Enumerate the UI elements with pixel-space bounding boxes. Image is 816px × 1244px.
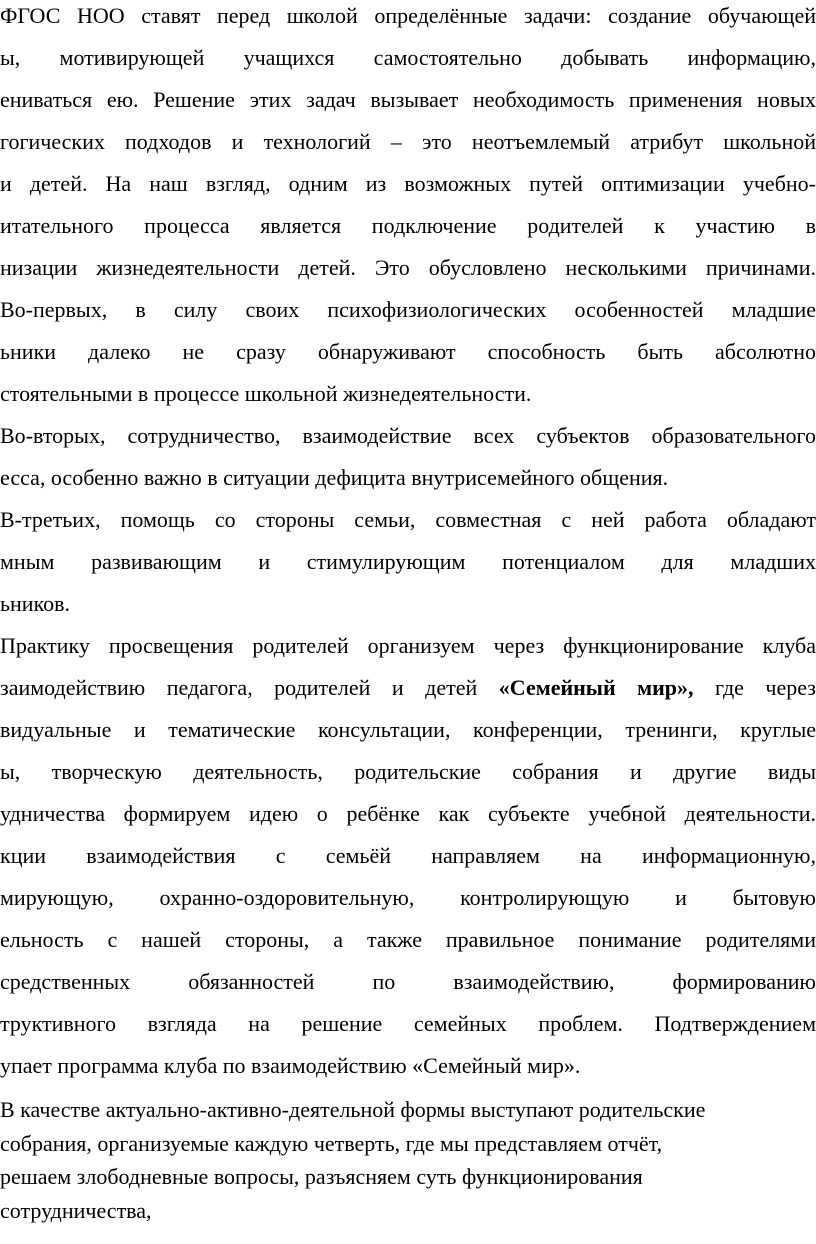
text-line: Во-вторых, сотрудничество, взаимодействие всех субъектов образовательного — [0, 423, 816, 448]
text-line: и детей. На наш взгляд, одним из возможных путей оптимизации учебно- — [0, 171, 816, 196]
paragraph — [0, 415, 816, 499]
text-line: кции взаимодействия с семьёй направляем на информационную, — [0, 843, 816, 868]
text-line: ельность с нашей стороны, а также правильное понимание родителями — [0, 927, 816, 952]
text-line: сотрудничества, — [0, 1197, 152, 1223]
text-line: итательного процесса является подключение родителей к участию в — [0, 213, 816, 238]
text-line: видуальные и тематические консультации, конференции, тренинги, круглые — [0, 717, 816, 742]
text-line: гогических подходов и технологий – это неотъемлемый атрибут школьной — [0, 129, 816, 154]
text-line: упает программа клуба по взаимодействию «Семейный мир». — [0, 1053, 581, 1078]
text-line: ениваться ею. Решение этих задач вызывает необходимость применения новых — [0, 87, 816, 112]
text-line: Практику просвещения родителей организуем через функционирование клуба — [0, 633, 816, 658]
text-line: ФГОС НОО ставят перед школой определённые задачи: создание обучающей — [0, 3, 816, 28]
text-line — [0, 667, 816, 709]
text-line: В качестве актуально-активно-деятельной формы выступают родительские — [0, 1097, 706, 1122]
paragraph — [0, 499, 816, 625]
text-line: удничества формируем идею о ребёнке как субъекте учебной деятельности. — [0, 801, 816, 826]
text-line: ьники далеко не сразу обнаруживают способность быть абсолютно — [0, 339, 816, 364]
text-line: мирующую, охранно-оздоровительную, контролирующую и бытовую — [0, 885, 816, 910]
paragraph — [0, 625, 816, 1087]
text-line: труктивного взгляда на решение семейных проблем. Подтверждением — [0, 1011, 816, 1036]
text-segment: где через — [693, 675, 816, 700]
text-line: решаем злободневные вопросы, разъясняем суть функционирования — [0, 1164, 643, 1189]
text-line: средственных обязанностей по взаимодействию, формированию — [0, 969, 816, 994]
text-line: низации жизнедеятельности детей. Это обусловлено несколькими причинами. — [0, 255, 816, 280]
paragraph — [0, 0, 816, 289]
text-line: собрания, организуемые каждую четверть, где мы представляем отчёт, — [0, 1130, 663, 1156]
text-line: ы, мотивирующей учащихся самостоятельно добывать информацию, — [0, 45, 816, 70]
text-segment: заимодействию педагога, родителей и детей — [0, 675, 499, 700]
bold-emphasis-text: «Семейный мир», — [498, 675, 694, 700]
text-line: мным развивающим и стимулирующим потенциалом для младших — [0, 549, 816, 574]
paragraph — [0, 1093, 816, 1227]
text-line: ьников. — [0, 591, 71, 616]
text-line: стоятельными в процессе школьной жизнедеятельности. — [0, 381, 532, 406]
text-line: В-третьих, помощь со стороны семьи, совместная с ней работа обладают — [0, 507, 816, 532]
text-line: ы, творческую деятельность, родительские собрания и другие виды — [0, 759, 816, 784]
text-line: есса, особенно важно в ситуации дефицита внутрисемейного общения. — [0, 465, 669, 490]
text-line: Во-первых, в силу своих психофизиологических особенностей младшие — [0, 297, 816, 322]
paragraph — [0, 289, 816, 415]
